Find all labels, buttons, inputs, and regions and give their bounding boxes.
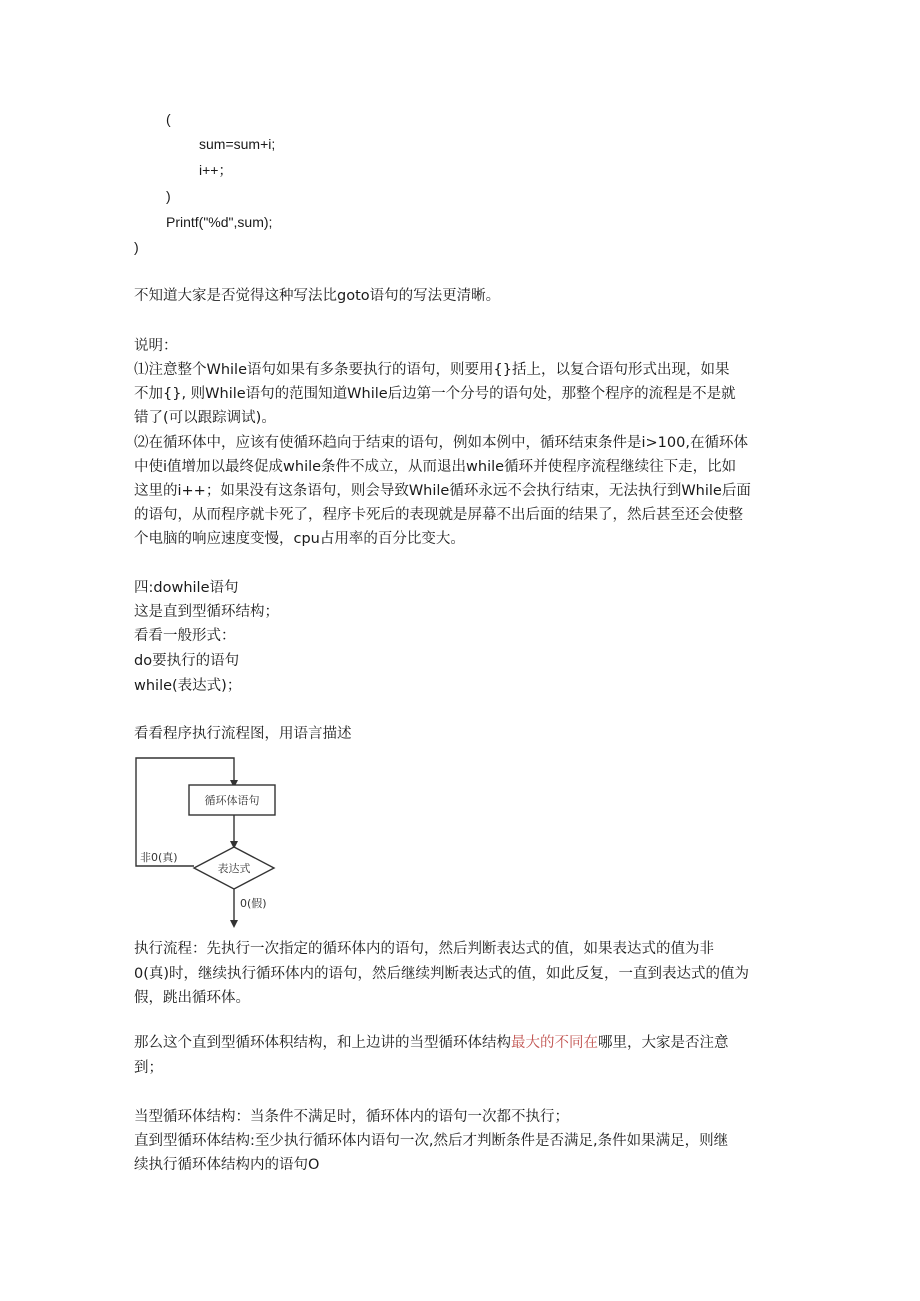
section4-line4: while(表达式)； bbox=[134, 678, 242, 694]
code-end-brace: ) bbox=[134, 239, 139, 255]
diff-highlight: 最大的不同在 bbox=[511, 1035, 598, 1051]
explain-title: 说明： bbox=[134, 338, 178, 354]
diff-after: 哪里，大家是否注意 bbox=[598, 1035, 729, 1051]
section4-line3: do要执行的语句 bbox=[134, 653, 240, 669]
flow-diamond-label: 表达式 bbox=[217, 862, 251, 875]
code-open-brace: ( bbox=[166, 111, 171, 127]
explain-p2-line1: ⑵在循环体中，应该有使循环趋向于结束的语句，例如本例中，循环结束条件是i>100,在循环体 bbox=[134, 435, 748, 451]
explain-p2-line5: 个电脑的响应速度变慢，cpu占用率的百分比变大。 bbox=[134, 531, 465, 547]
section4-line1: 这是直到型循环结构； bbox=[134, 604, 279, 620]
exec-line2: 0(真)时，继续执行循环体内的语句，然后继续判断表达式的值，如此反复，一直到表达式的值为 bbox=[134, 966, 750, 982]
section4-heading: 四:dowhile语句 bbox=[134, 580, 239, 596]
do-while-flowchart bbox=[128, 752, 288, 932]
explain-p2-line2: 中使i值增加以最终促成while条件不成立，从而退出while循环并使程序流程继续往下走，比如 bbox=[134, 459, 737, 475]
summary-line1: 当型循环体结构：当条件不满足时，循环体内的语句一次都不执行； bbox=[134, 1109, 569, 1125]
code-line-sum: sum=sum+i; bbox=[199, 136, 276, 152]
diff-line1 bbox=[134, 1033, 729, 1053]
explain-p1-line3: 错了(可以跟踪调试)。 bbox=[134, 410, 276, 426]
exec-line3: 假，跳出循环体。 bbox=[134, 990, 250, 1006]
code-printf: Printf("%d",sum); bbox=[166, 214, 273, 230]
code-line-increment: i++； bbox=[199, 162, 233, 178]
explain-p1-line2: 不加{}, 则While语句的范围知道While后边第一个分号的语句处，那整个程序的流程是不是就 bbox=[134, 386, 736, 402]
diff-line2: 到； bbox=[134, 1060, 163, 1076]
section4-line5: 看看程序执行流程图，用语言描述 bbox=[134, 726, 352, 742]
flow-true-label: 非0(真) bbox=[140, 851, 178, 864]
paragraph-goto: 不知道大家是否觉得这种写法比goto语句的写法更清晰。 bbox=[134, 288, 501, 304]
flow-false-label: 0(假) bbox=[240, 897, 267, 910]
explain-p2-line4: 的语句，从而程序就卡死了，程序卡死后的表现就是屏幕不出后面的结果了，然后甚至还会使整 bbox=[134, 507, 743, 523]
section4-line2: 看看一般形式： bbox=[134, 628, 236, 644]
flow-box-label: 循环体语句 bbox=[204, 794, 260, 807]
summary-line3: 续执行循环体结构内的语句O bbox=[134, 1157, 320, 1173]
diff-before: 那么这个直到型循环体积结构，和上边讲的当型循环体结构 bbox=[134, 1035, 511, 1051]
exec-line1: 执行流程：先执行一次指定的循环体内的语句，然后判断表达式的值，如果表达式的值为非 bbox=[134, 941, 714, 957]
flowchart-svg bbox=[128, 752, 288, 932]
explain-p1-line1: ⑴注意整个While语句如果有多条要执行的语句，则要用{}括上，以复合语句形式出现，如果 bbox=[134, 362, 730, 378]
explain-p2-line3: 这里的i++；如果没有这条语句，则会导致While循环永远不会执行结束，无法执行到While后面 bbox=[134, 483, 751, 499]
code-close-brace: ) bbox=[166, 188, 171, 204]
summary-line2: 直到型循环体结构:至少执行循环体内语句一次,然后才判断条件是否满足,条件如果满足，则继 bbox=[134, 1133, 729, 1149]
